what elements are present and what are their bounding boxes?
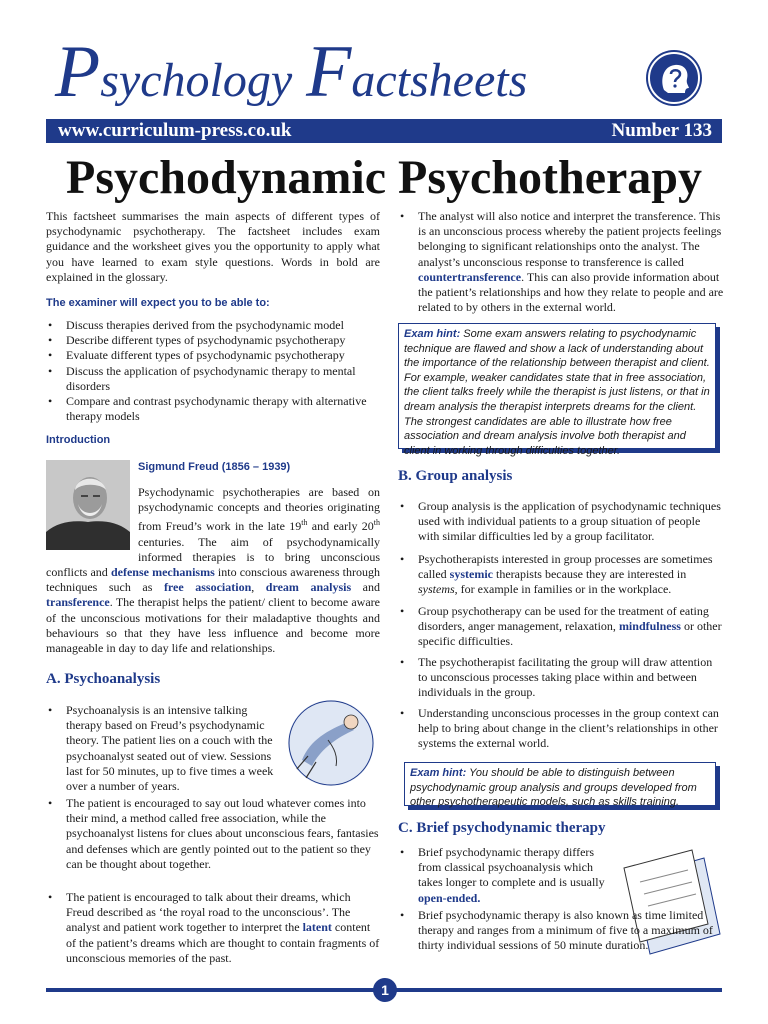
group-bullet-4 [398, 655, 724, 701]
term-transference: transference [46, 595, 110, 610]
list-item: • Discuss therapies derived from the psychodynamic model [46, 318, 380, 333]
list-item: • Describe different types of psychodynamic psychotherapy [46, 333, 380, 348]
list-item: • Psychoanalysis is an intensive talking therapy based on Freud’s psychodynamic theory. The patient lies on a couch with the psychoanalyst seated out of view. Sessions last for 50 minutes, up to five times a week over a number of years. [46, 703, 286, 794]
list-item: • The patient is encouraged to say out loud whatever comes into their mind, a method called free association, while the psychoanalyst listens for clues about unconscious fears, fantasies and defenses which are gently pointed out to the patient so they can be thought about together. [46, 796, 380, 872]
objectives-list [46, 318, 380, 424]
list-item: • Brief psychodynamic therapy differs from classical psychoanalysis which takes longer to complete and is usually open-ended. [398, 845, 614, 906]
exam-hint-text: Some exam answers relating to psychodynamic technique are flawed and show a lack of understanding about the importance of the relationship between therapist and client. For example, weaker candidates state that in free association, the client talks freely while the therapist is just listens, or that in dream analysis the therapist interprets dreams for the client. The strongest candidates are able to illustrate how free association and dream analysis involve both therapist and client in working through difficulties together. [404, 328, 710, 457]
group-bullet-3 [398, 604, 724, 650]
intro-summary-block [46, 209, 380, 285]
group-analysis-heading: B. Group analysis [398, 468, 513, 484]
psychoanalysis-heading-block [46, 672, 380, 687]
psychoanalysis-bullet-3 [46, 890, 380, 966]
term-latent: latent [302, 920, 332, 935]
brand-word-sychology: sychology [100, 54, 293, 107]
head-question-mark-icon [646, 50, 702, 106]
group-heading-block [398, 469, 724, 484]
page-title: Psychodynamic Psychotherapy [66, 151, 702, 204]
issue-number: Number 133 [611, 120, 712, 141]
brand-letter-f: F [306, 31, 352, 113]
masthead [55, 30, 715, 120]
header-banner [46, 119, 722, 143]
term-mindfulness: mindfulness [618, 619, 681, 634]
couch-illustration [288, 700, 374, 786]
exam-hint-label: Exam hint: [410, 767, 467, 779]
brief-bullet-2 [398, 908, 724, 954]
term-systemic: systemic [449, 567, 493, 582]
group-bullet-5 [398, 706, 724, 752]
intro-summary: This factsheet summarises the main aspects of different types of psychodynamic psychotherapy. The factsheet includes exam guidance and the worksheet gives you the opportunity to apply what you have learned to exam style questions. Words in bold are explained in the glossary. [46, 209, 380, 284]
list-item: • Compare and contrast psychodynamic therapy with alternative therapy models [46, 394, 380, 424]
page-number: 1 [373, 978, 397, 1002]
term-dream-analysis: dream analysis [265, 580, 352, 595]
brief-heading-block [398, 821, 724, 836]
psychoanalysis-bullet-1 [46, 703, 286, 794]
list-item: • Brief psychodynamic therapy is also known as time limited therapy and ranges from a minimum of five to a maximum of thirty individual sessions of 50 minute duration. [398, 908, 724, 954]
list-item: • The psychotherapist facilitating the group will draw attention to unconscious processes taking place within and between individuals in the group. [398, 655, 724, 701]
introduction-heading: Introduction [46, 434, 111, 446]
list-item: • Discuss the application of psychodynamic therapy to mental disorders [46, 364, 380, 394]
examiner-heading: The examiner will expect you to be able to: [46, 297, 270, 309]
group-bullet-1 [398, 499, 724, 545]
list-item: • Group analysis is the application of psychodynamic techniques used with individual patients to a group situation of people with similar difficulties led by a group facilitator. [398, 499, 724, 545]
list-item: • Understanding unconscious processes in the group context can help to bring about change in the client’s relationships in other systems the external world. [398, 706, 724, 752]
list-item: • Evaluate different types of psychodynamic psychotherapy [46, 348, 380, 363]
term-defense-mechanisms: defense mechanisms [110, 565, 215, 580]
exam-hint-text: You should be able to distinguish between psychodynamic group analysis and groups developed from other psychotherapeutic models, such as skills training. [410, 767, 697, 809]
freud-caption: Sigmund Freud (1856 – 1939) [138, 461, 291, 473]
objectives-block [46, 318, 380, 424]
group-bullet-2 [398, 552, 724, 598]
brand-wordmark [55, 30, 527, 115]
site-url[interactable]: www.curriculum-press.co.uk [58, 120, 292, 141]
exam-hint-label: Exam hint: [404, 328, 461, 340]
brand-letter-p: P [55, 31, 101, 113]
exam-hint-box-2 [404, 762, 716, 809]
term-countertransference: countertransference [418, 269, 522, 284]
brief-bullet-1 [398, 845, 614, 906]
psychoanalysis-bullet-2 [46, 796, 380, 872]
list-item: • The patient is encouraged to talk about their dreams, which Freud described as ‘the royal road to the unconscious’. The analyst and patient work together to interpret the latent content of the patient’s dreams which are thought to contain fragments of unconscious memories of the past. [46, 890, 380, 966]
list-item: • Group psychotherapy can be used for the treatment of eating disorders, anger management, relaxation, mindfulness or other specific difficulties. [398, 604, 724, 650]
brand-word-actsheets: actsheets [351, 54, 528, 107]
list-item: • The analyst will also notice and interpret the transference. This is an unconscious process whereby the patient projects feelings belonging to significant relationships onto the analyst. The analyst’s unconscious response to transference is called countertransference. This can also provide information about the patient’s relationships and how they relate to people and are related to by others in the external world. [398, 209, 724, 315]
examiner-block [46, 296, 380, 311]
intro-paragraph: Psychodynamic psychotherapies are based on psychodynamic concepts and theories originating from Freud’s work in the late 19th and early 20th centuries. The aim of psychodynamically informed therapies is to bring unconscious conflicts and defense mechanisms into conscious awareness through techniques such as free association, dream analysis and transference. The therapist helps the patient/ client to become aware of the unconscious motivations for their maladaptive thoughts and behaviours so that they have less influence and become more manageable in day to day life and relationships. [46, 485, 381, 656]
list-item: • Psychotherapists interested in group processes are sometimes called systemic therapists because they are interested in systems, for example in families or in the workplace. [398, 552, 724, 598]
brief-therapy-heading: C. Brief psychodynamic therapy [398, 820, 606, 836]
psychoanalysis-heading: A. Psychoanalysis [46, 671, 161, 687]
transference-bullet [398, 209, 724, 315]
exam-hint-box [398, 323, 716, 457]
term-open-ended: open-ended. [418, 890, 481, 905]
introduction-heading-block [46, 433, 380, 448]
freud-caption-block [138, 460, 374, 475]
term-free-association: free association [163, 580, 252, 595]
